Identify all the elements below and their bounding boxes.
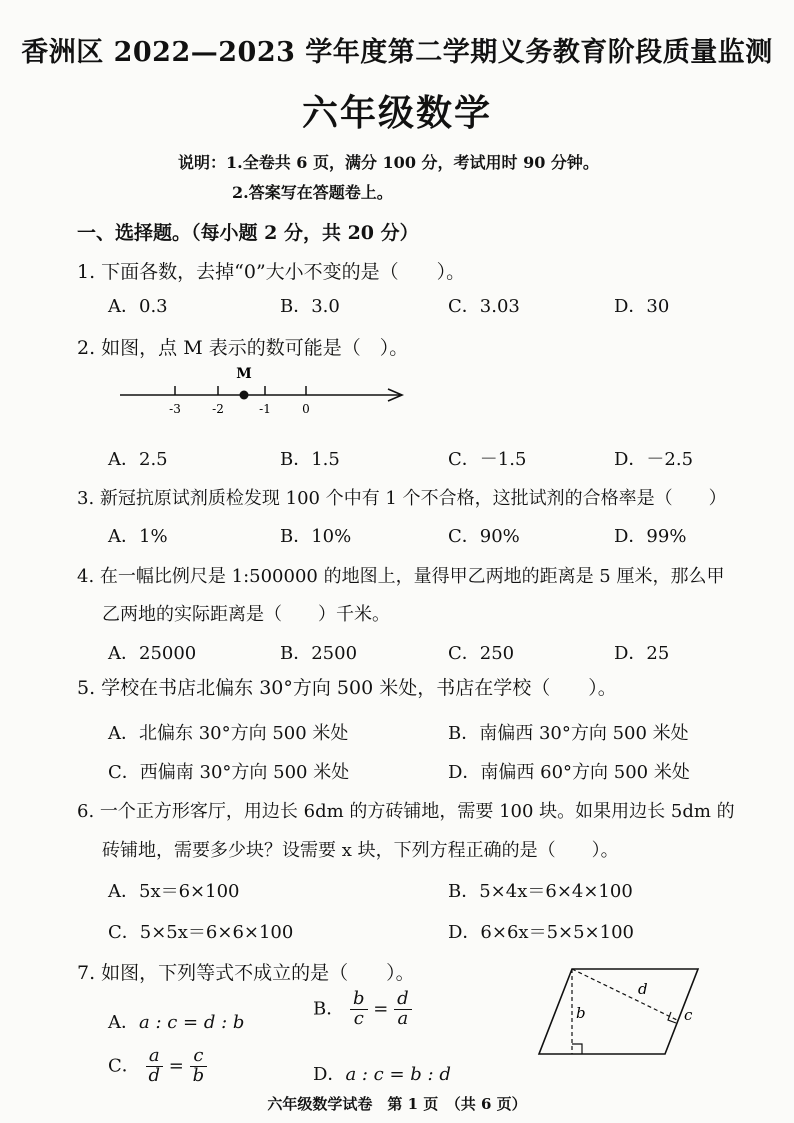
question-7-option-a: [108, 1008, 244, 1034]
option-b-fraction-right: $\frac{d}{a}$: [394, 990, 412, 1029]
height-d-line: [572, 969, 677, 1020]
question-1-option-b: B．3.0: [280, 296, 340, 317]
option-c-letter: C．: [108, 1055, 140, 1077]
label-c: c: [684, 1006, 693, 1024]
label-b: b: [576, 1004, 586, 1022]
question-5-stem: 5. 学校在书店北偏东 30°方向 500 米处，书店在学校（ ）。: [77, 677, 617, 699]
question-2-option-d: D．－2.5: [614, 449, 694, 470]
question-5-option-a: A．北偏东 30°方向 500 米处: [108, 723, 349, 744]
parallelogram-figure: [525, 960, 715, 1060]
question-6-option-b: B．5×4x＝6×4×100: [448, 881, 633, 902]
question-1-option-a: A．0.3: [108, 296, 168, 317]
instructions-line-1: 说明：1.全卷共 6 页，满分 100 分，考试用时 90 分钟。: [178, 153, 599, 172]
exam-header-title: 香洲区 2022—2023 学年度第二学期义务教育阶段质量监测: [21, 37, 773, 68]
option-c-fraction-left: $\frac{a}{d}$: [146, 1047, 164, 1086]
question-4-option-d: D．25: [614, 643, 670, 664]
section-title-choice: 一、选择题。（每小题 2 分，共 20 分）: [77, 222, 419, 244]
question-7-stem: 7. 如图，下列等式不成立的是（ ）。: [77, 962, 415, 984]
option-c-equals: =: [168, 1055, 184, 1077]
option-b-letter: B．: [313, 998, 345, 1020]
option-a-expression: a : c = d : b: [139, 1012, 245, 1033]
question-4-option-b: B．2500: [280, 643, 358, 664]
question-1-option-c: C．3.03: [448, 296, 520, 317]
height-d-right-angle: [668, 1012, 676, 1023]
point-m: [240, 391, 249, 400]
question-4-option-c: C．250: [448, 643, 515, 664]
tick-label-minus-3: -3: [169, 402, 181, 416]
option-a-letter: A．: [108, 1012, 139, 1033]
question-3-option-d: D．99%: [614, 526, 687, 547]
number-line-figure: [115, 362, 415, 422]
question-2-option-b: B．1.5: [280, 449, 340, 470]
question-5-option-c: C．西偏南 30°方向 500 米处: [108, 762, 350, 783]
question-2-option-a: A．2.5: [108, 449, 168, 470]
question-7-option-b: [313, 990, 412, 1029]
question-5-option-d: D．南偏西 60°方向 500 米处: [448, 762, 690, 783]
height-b-right-angle: [572, 1044, 582, 1054]
question-3-option-a: A．1%: [108, 526, 168, 547]
option-b-equals: =: [373, 998, 389, 1020]
question-7-option-d: [313, 1060, 451, 1086]
option-d-expression: a : c = b : d: [345, 1064, 451, 1085]
question-5-option-b: B．南偏西 30°方向 500 米处: [448, 723, 689, 744]
page-footer: 六年级数学试卷 第 1 页 （共 6 页）: [267, 1095, 527, 1113]
question-6-stem-line-2: 砖铺地，需要多少块？设需要 x 块，下列方程正确的是（ ）。: [102, 840, 619, 861]
option-d-letter: D．: [313, 1064, 346, 1085]
question-3-option-c: C．90%: [448, 526, 520, 547]
question-4-stem-line-2: 乙两地的实际距离是（ ）千米。: [102, 604, 390, 625]
exam-subtitle: 六年级数学: [301, 92, 492, 134]
instructions-line-2: 2.答案写在答题卷上。: [232, 183, 393, 202]
parallelogram-outline: [539, 969, 698, 1054]
option-c-fraction-right: $\frac{c}{b}$: [190, 1047, 208, 1086]
question-3-stem: 3. 新冠抗原试剂质检发现 100 个中有 1 个不合格，这批试剂的合格率是（ ）: [77, 488, 727, 509]
question-4-stem-line-1: 4. 在一幅比例尺是 1:500000 的地图上，量得甲乙两地的距离是 5 厘米，那么甲: [77, 566, 725, 587]
tick-label-zero: 0: [302, 402, 310, 416]
option-b-fraction-left: $\frac{b}{c}$: [350, 990, 368, 1029]
question-6-option-a: A．5x＝6×100: [108, 881, 240, 902]
question-2-option-c: C．－1.5: [448, 449, 527, 470]
tick-label-minus-2: -2: [212, 402, 224, 416]
point-m-label: M: [236, 366, 252, 382]
tick-label-minus-1: -1: [259, 402, 271, 416]
question-4-option-a: A．25000: [108, 643, 197, 664]
question-2-stem: 2. 如图，点 M 表示的数可能是（ ）。: [77, 337, 409, 359]
question-7-option-c: [108, 1047, 207, 1086]
question-3-option-b: B．10%: [280, 526, 352, 547]
question-6-stem-line-1: 6. 一个正方形客厅，用边长 6dm 的方砖铺地，需要 100 块。如果用边长 5dm 的: [77, 801, 735, 822]
question-1-option-d: D．30: [614, 296, 670, 317]
question-6-option-c: C．5×5x＝6×6×100: [108, 922, 294, 943]
question-1-stem: 1. 下面各数，去掉“0”大小不变的是（ ）。: [77, 261, 466, 283]
question-6-option-d: D．6×6x＝5×5×100: [448, 922, 634, 943]
label-d: d: [638, 980, 648, 998]
